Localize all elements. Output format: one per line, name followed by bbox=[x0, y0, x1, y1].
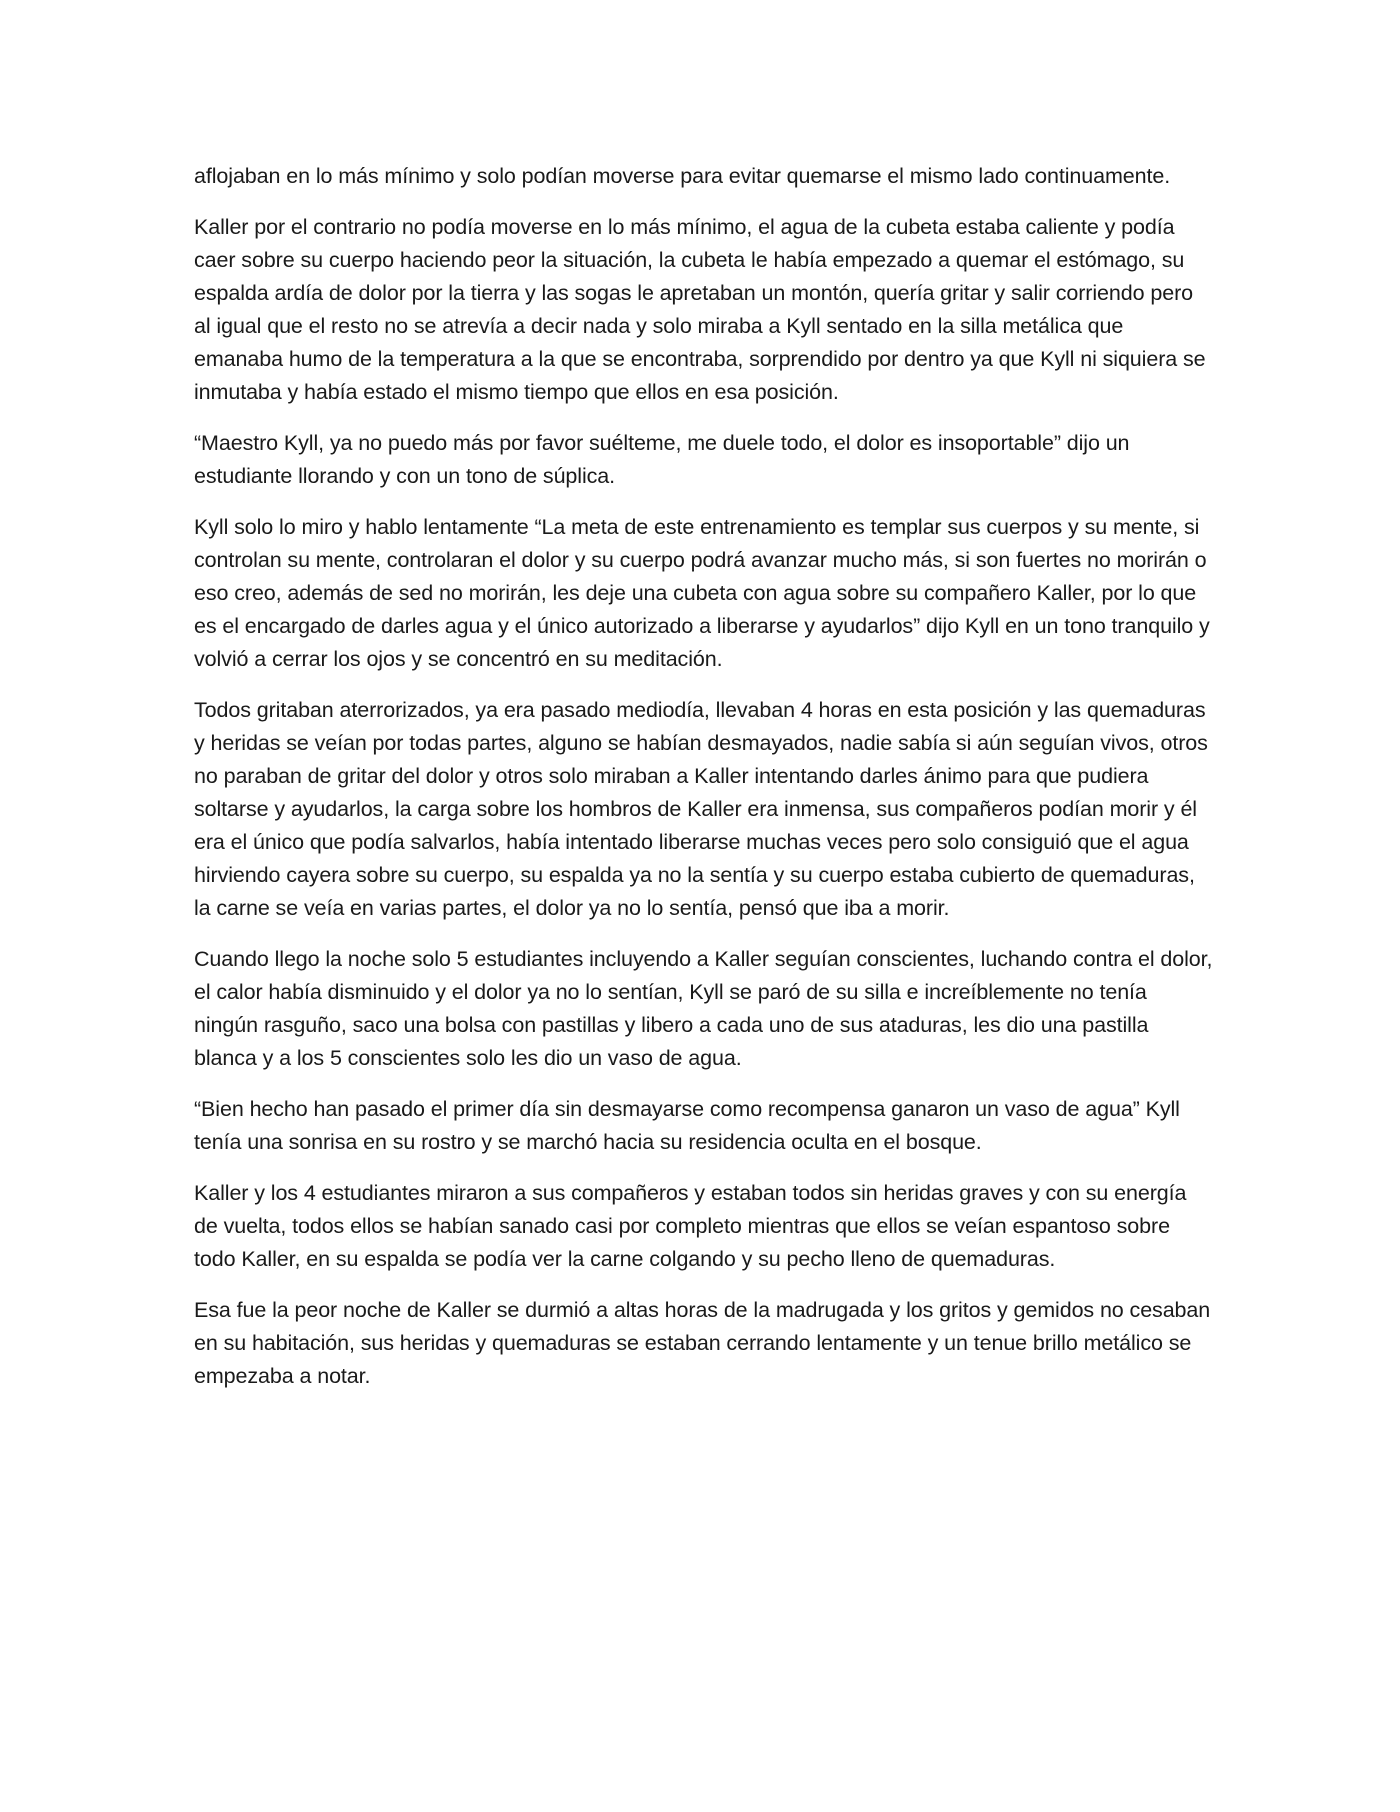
paragraph: Todos gritaban aterrorizados, ya era pasado mediodía, llevaban 4 horas en esta posición y las quemaduras y heridas se veían por todas partes, alguno se habían desmayados, nadie sabía si aún seguían vivos, otros no paraban de gritar del dolor y otros solo miraban a Kaller intentando darles ánimo para que pudiera soltarse y ayudarlos, la carga sobre los hombros de Kaller era inmensa, sus compañeros podían morir y él era el único que podía salvarlos, había intentado liberarse muchas veces pero solo consiguió que el agua hirviendo cayera sobre su cuerpo, su espalda ya no la sentía y su cuerpo estaba cubierto de quemaduras, la carne se veía en varias partes, el dolor ya no lo sentía, pensó que iba a morir. bbox=[194, 698, 1208, 920]
paragraph: “Maestro Kyll, ya no puedo más por favor suélteme, me duele todo, el dolor es insoportable” dijo un estudiante llorando y con un tono de súplica. bbox=[194, 431, 1130, 488]
paragraph: aflojaban en lo más mínimo y solo podían moverse para evitar quemarse el mismo lado continuamente. bbox=[194, 164, 1171, 188]
paragraph: “Bien hecho han pasado el primer día sin desmayarse como recompensa ganaron un vaso de agua” Kyll tenía una sonrisa en su rostro y se marchó hacia su residencia oculta en el bosque. bbox=[194, 1097, 1180, 1154]
paragraph: Cuando llego la noche solo 5 estudiantes incluyendo a Kaller seguían conscientes, luchando contra el dolor, el calor había disminuido y el dolor ya no lo sentían, Kyll se paró de su silla e increíblemente no tenía ningún rasguño, saco una bolsa con pastillas y libero a cada uno de sus ataduras, les dio una pastilla blanca y a los 5 conscientes solo les dio un vaso de agua. bbox=[194, 947, 1213, 1070]
paragraph: Kaller y los 4 estudiantes miraron a sus compañeros y estaban todos sin heridas graves y con su energía de vuelta, todos ellos se habían sanado casi por completo mientras que ellos se veían espantoso sobre todo Kaller, en su espalda se podía ver la carne colgando y su pecho lleno de quemaduras. bbox=[194, 1181, 1187, 1271]
paragraph: Kaller por el contrario no podía moverse en lo más mínimo, el agua de la cubeta estaba caliente y podía caer sobre su cuerpo haciendo peor la situación, la cubeta le había empezado a quemar el estómago, su espalda ardía de dolor por la tierra y las sogas le apretaban un montón, quería gritar y salir corriendo pero al igual que el resto no se atrevía a decir nada y solo miraba a Kyll sentado en la silla metálica que emanaba humo de la temperatura a la que se encontraba, sorprendido por dentro ya que Kyll ni siquiera se inmutaba y había estado el mismo tiempo que ellos en esa posición. bbox=[194, 215, 1206, 404]
paragraph: Kyll solo lo miro y hablo lentamente “La meta de este entrenamiento es templar sus cuerpos y su mente, si controlan su mente, controlaran el dolor y su cuerpo podrá avanzar mucho más, si son fuertes no morirán o eso creo, además de sed no morirán, les deje una cubeta con agua sobre su compañero Kaller, por lo que es el encargado de darles agua y el único autorizado a liberarse y ayudarlos” dijo Kyll en un tono tranquilo y volvió a cerrar los ojos y se concentró en su meditación. bbox=[194, 515, 1210, 671]
document-body bbox=[194, 160, 1214, 1411]
paragraph: Esa fue la peor noche de Kaller se durmió a altas horas de la madrugada y los gritos y gemidos no cesaban en su habitación, sus heridas y quemaduras se estaban cerrando lentamente y un tenue brillo metálico se empezaba a notar. bbox=[194, 1298, 1211, 1388]
